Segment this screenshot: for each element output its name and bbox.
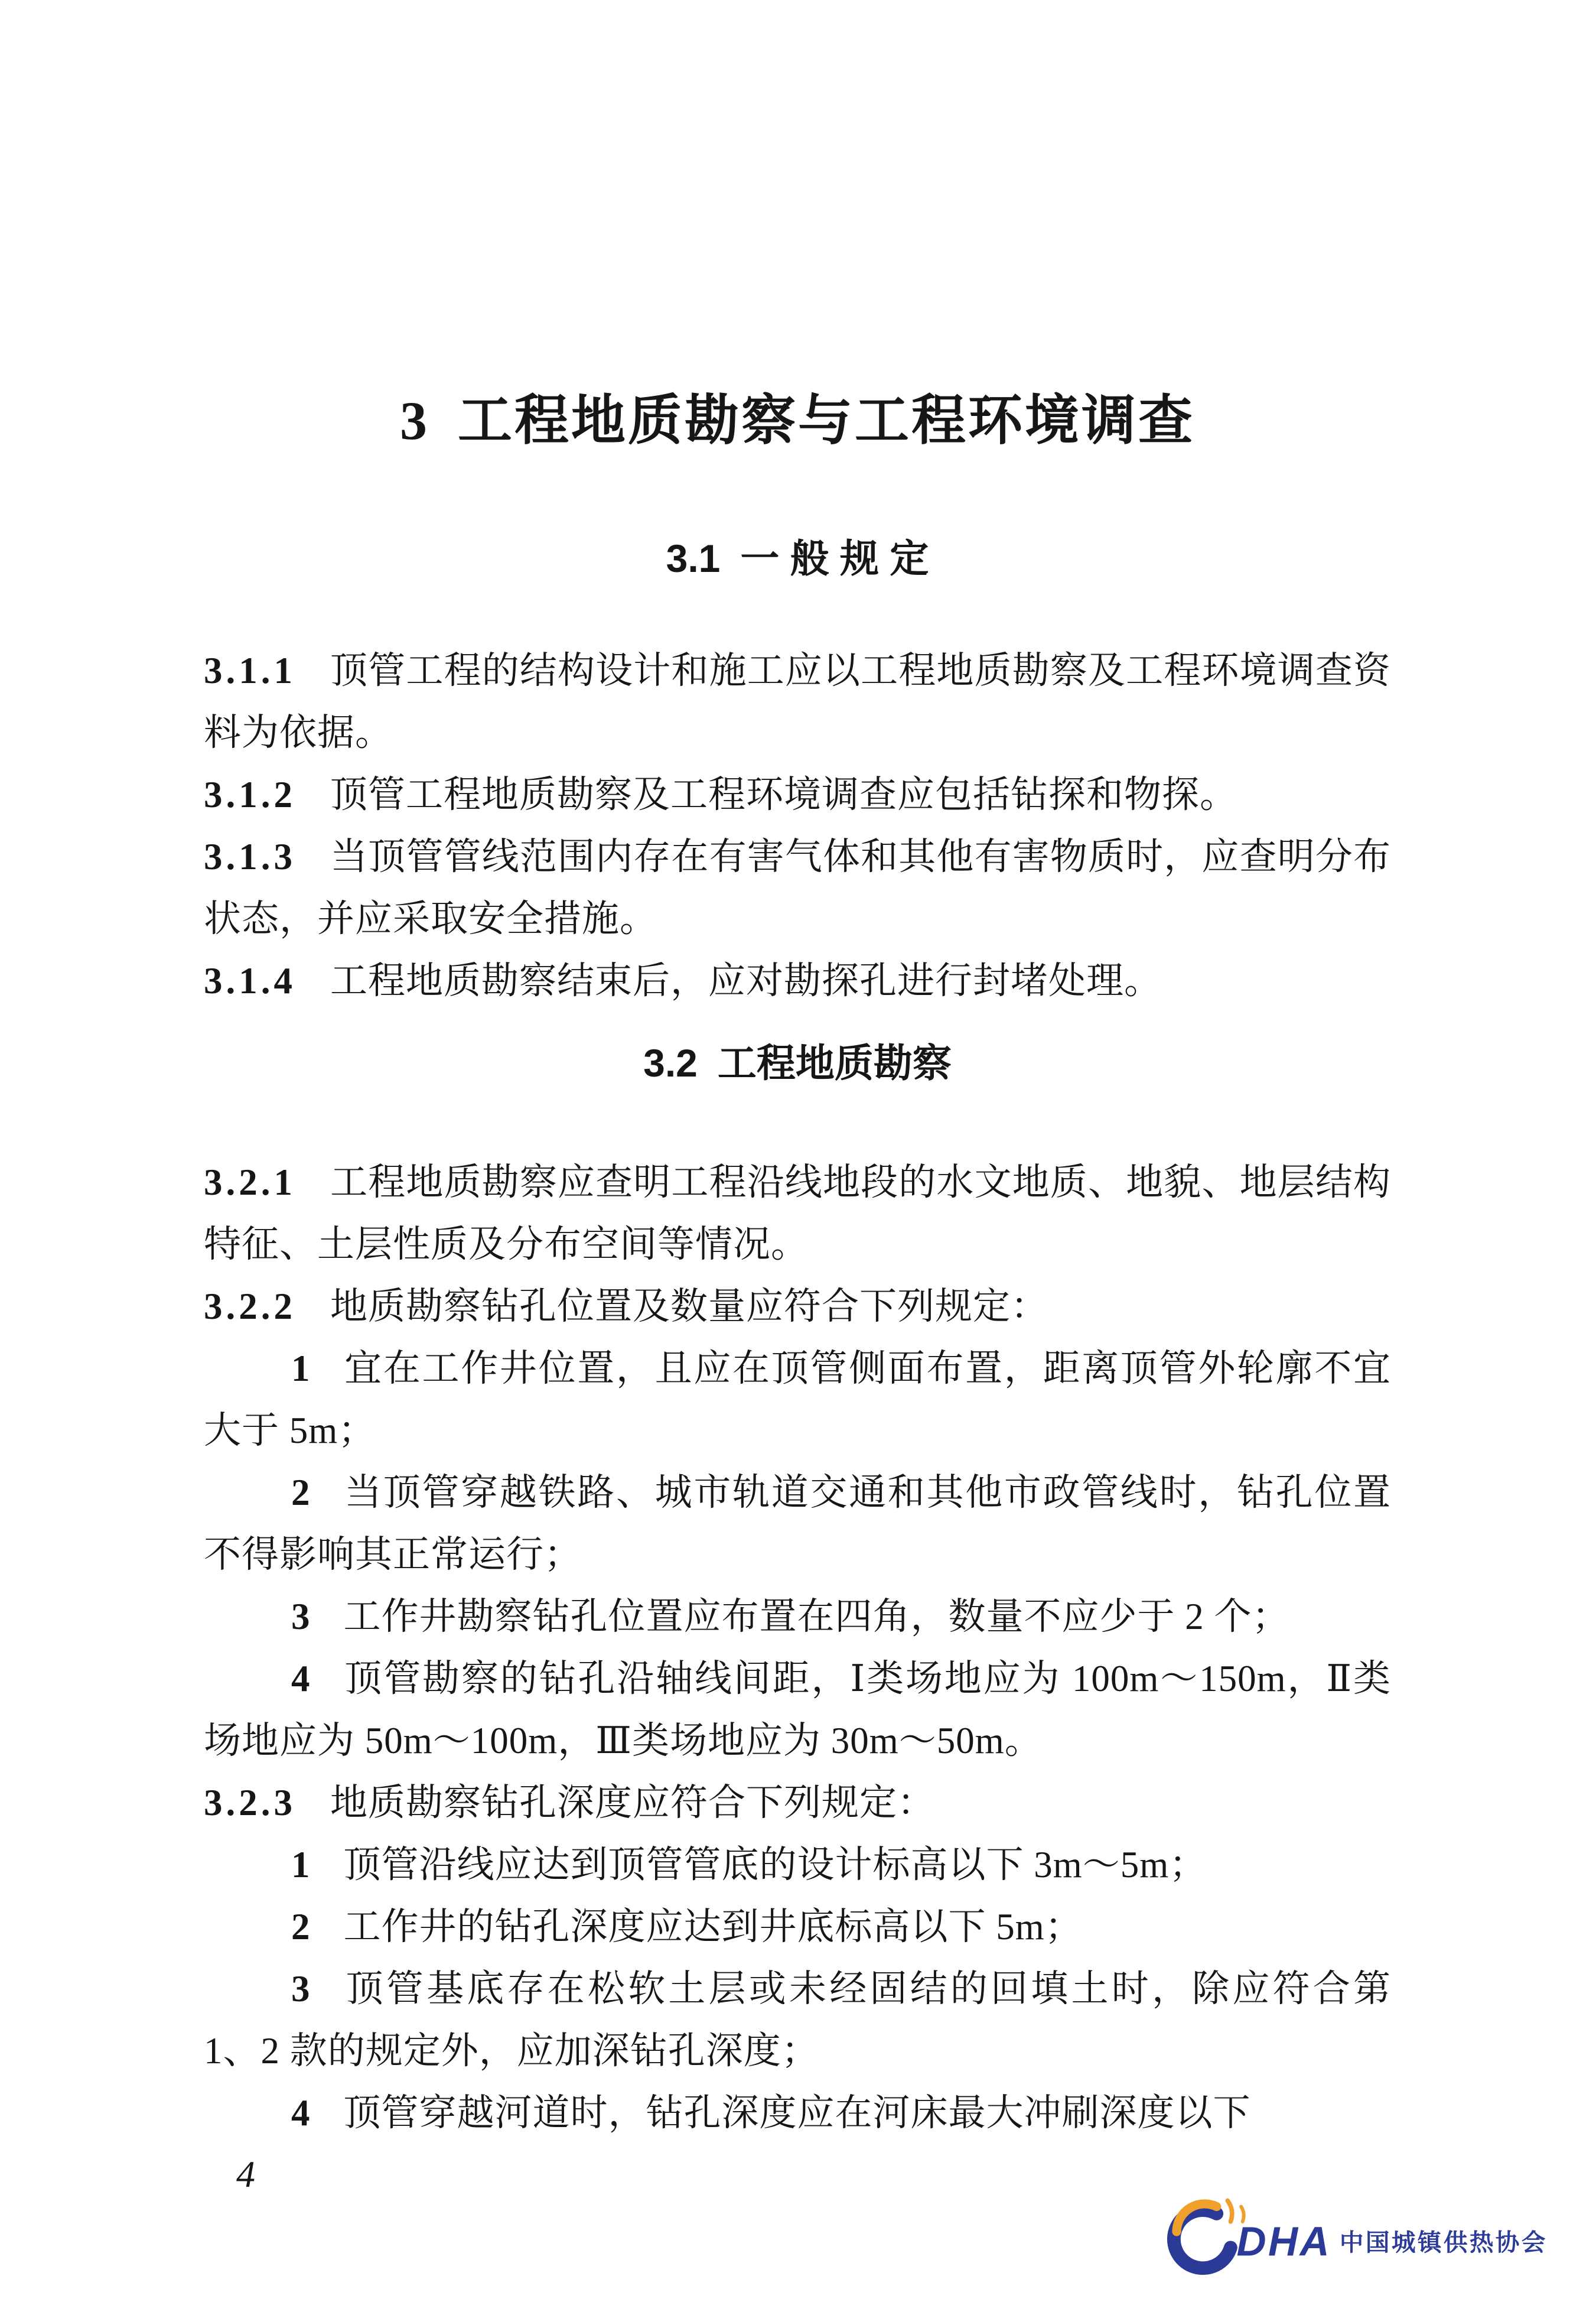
clause-number: 3.1.3 — [204, 836, 296, 877]
subclause-text: 工作井的钻孔深度应达到井底标高以下 5m； — [343, 1906, 1083, 1947]
logo-acronym: DHA — [1236, 2218, 1332, 2265]
subclause-number: 3 — [291, 1968, 311, 2009]
clause-text: 工程地质勘察应查明工程沿线地段的水文地质、地貌、地层结构特征、土层性质及分布空间等情况。 — [204, 1162, 1391, 1265]
page-number: 4 — [236, 2153, 255, 2195]
subclause-text: 顶管基底存在松软土层或未经固结的回填土时，除应符合第 1、2 款的规定外，应加深钻孔深度； — [204, 1968, 1391, 2072]
subclause-3-2-2-2 — [204, 1462, 1391, 1586]
subclause-3-2-2-1 — [204, 1338, 1391, 1462]
subclause-text: 顶管穿越河道时，钻孔深度应在河床最大冲刷深度以下 — [343, 2092, 1251, 2134]
clause-text: 顶管工程地质勘察及工程环境调查应包括钻探和物探。 — [330, 774, 1237, 815]
subclause-number: 3 — [291, 1596, 311, 1637]
clause-3-1-3 — [204, 826, 1391, 950]
subclause-3-2-2-4 — [204, 1648, 1391, 1772]
clause-number: 3.2.3 — [204, 1782, 296, 1823]
clause-3-1-1 — [204, 640, 1391, 764]
subclause-3-2-3-2 — [204, 1896, 1391, 1958]
section-title-text: 一 般 规 定 — [740, 536, 929, 580]
clause-3-1-2 — [204, 764, 1391, 826]
clause-text: 地质勘察钻孔位置及数量应符合下列规定： — [330, 1286, 1048, 1327]
logo-org-name: 中国城镇供热协会 — [1339, 2229, 1548, 2256]
subclause-3-2-3-3 — [204, 1958, 1391, 2082]
clause-number: 3.2.1 — [204, 1162, 296, 1203]
clause-number: 3.1.2 — [204, 774, 296, 815]
subclause-number: 1 — [291, 1348, 311, 1389]
section-heading-3-2 — [204, 1039, 1391, 1087]
clause-text: 当顶管管线范围内存在有害气体和其他有害物质时，应查明分布状态，并应采取安全措施。 — [204, 836, 1391, 939]
section-heading-3-1 — [204, 535, 1391, 582]
chapter-title-text: 工程地质勘察与工程环境调查 — [457, 391, 1195, 451]
clause-number: 3.1.1 — [204, 650, 296, 691]
clause-3-2-3 — [204, 1772, 1391, 1834]
subclause-number: 4 — [291, 2092, 311, 2134]
heat-wave-crescent-icon — [1174, 2200, 1243, 2268]
subclause-text: 当顶管穿越铁路、城市轨道交通和其他市政管线时，钻孔位置不得影响其正常运行； — [204, 1472, 1391, 1575]
association-logo — [1164, 2187, 1553, 2282]
page-content — [204, 387, 1391, 2144]
clause-3-2-2 — [204, 1276, 1391, 1338]
subclause-number: 2 — [291, 1906, 311, 1947]
subclause-text: 宜在工作井位置，且应在顶管侧面布置，距离顶管外轮廓不宜大于 5m； — [204, 1348, 1391, 1451]
section-title-text: 工程地质勘察 — [717, 1041, 952, 1085]
subclause-3-2-3-4 — [204, 2082, 1391, 2144]
section-number: 3.2 — [643, 1041, 698, 1085]
subclause-number: 1 — [291, 1844, 311, 1885]
subclause-text: 顶管沿线应达到顶管管底的设计标高以下 3m～5m； — [343, 1844, 1207, 1885]
clause-number: 3.2.2 — [204, 1286, 296, 1327]
subclause-number: 2 — [291, 1472, 311, 1513]
clause-text: 工程地质勘察结束后，应对勘探孔进行封堵处理。 — [330, 960, 1162, 1001]
subclause-3-2-2-3 — [204, 1586, 1391, 1648]
clause-text: 顶管工程的结构设计和施工应以工程地质勘察及工程环境调查资料为依据。 — [204, 650, 1391, 753]
subclause-number: 4 — [291, 1658, 311, 1699]
clause-text: 地质勘察钻孔深度应符合下列规定： — [330, 1782, 935, 1823]
subclause-text: 工作井勘察钻孔位置应布置在四角，数量不应少于 2 个； — [343, 1596, 1290, 1637]
subclause-text: 顶管勘察的钻孔沿轴线间距，Ⅰ类场地应为 100m～150m，Ⅱ类场地应为 50m～100m，Ⅲ类场地应为 30m～50m。 — [204, 1658, 1391, 1761]
section-number: 3.1 — [666, 536, 721, 580]
subclause-3-2-3-1 — [204, 1834, 1391, 1896]
clause-3-2-1 — [204, 1152, 1391, 1276]
chapter-number: 3 — [399, 391, 429, 451]
clause-number: 3.1.4 — [204, 960, 296, 1001]
chapter-title — [204, 387, 1391, 455]
clause-3-1-4 — [204, 950, 1391, 1012]
